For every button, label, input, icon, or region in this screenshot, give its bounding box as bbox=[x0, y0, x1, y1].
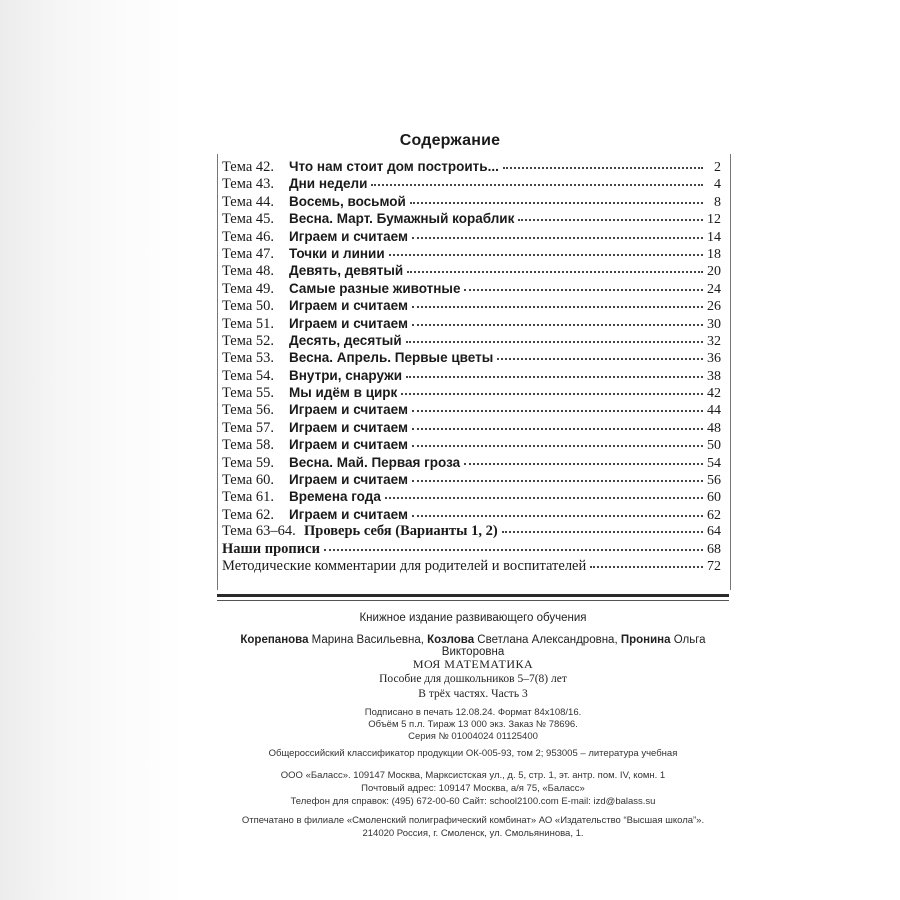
toc-entry bbox=[222, 245, 724, 262]
toc-entry-title: Времена года bbox=[289, 489, 381, 505]
toc-entry-title: Играем и считаем bbox=[289, 419, 408, 435]
toc-entry bbox=[222, 384, 724, 401]
print-volume-line: Объём 5 п.л. Тираж 13 000 экз. Заказ № 78696. bbox=[368, 719, 578, 730]
toc-leader-dots bbox=[502, 521, 703, 533]
author-surname: Козлова bbox=[427, 634, 475, 646]
toc-entry-number: Тема 53. bbox=[222, 350, 275, 367]
book-subtitle: Пособие для дошкольников 5–7(8) лет bbox=[379, 673, 567, 685]
toc-entry bbox=[222, 419, 724, 436]
author-surname: Пронина bbox=[620, 634, 671, 646]
toc-entry-number: Тема 62. bbox=[222, 506, 275, 523]
toc-entry-page: 2 bbox=[714, 160, 721, 175]
publisher-line: ООО «Баласс». 109147 Москва, Марксистская ул., д. 5, стр. 1, эт. антр. пом. IV, комн. 1 bbox=[280, 770, 666, 781]
toc-leader-dots bbox=[464, 279, 703, 291]
toc-leader-dots bbox=[410, 192, 703, 204]
toc-entry-title: Самые разные животные bbox=[289, 280, 461, 296]
toc-entry bbox=[222, 436, 724, 453]
toc-entry-number: Тема 61. bbox=[222, 489, 275, 506]
author-name: Марина Васильевна, bbox=[308, 634, 428, 646]
toc-entry-page: 54 bbox=[707, 455, 721, 471]
toc-entry bbox=[222, 262, 724, 279]
toc-leader-dots bbox=[497, 348, 703, 360]
toc-entry-page: 8 bbox=[714, 194, 721, 210]
toc-entry bbox=[222, 349, 724, 366]
toc-entry-title: Играем и считаем bbox=[289, 472, 408, 488]
toc-entry-number: Тема 49. bbox=[222, 280, 275, 297]
toc-entry-title: Мы идём в цирк bbox=[289, 385, 398, 401]
toc-entry-title: Играем и считаем bbox=[289, 506, 408, 522]
toc-leader-dots bbox=[464, 453, 703, 465]
toc-entry-number: Тема 47. bbox=[222, 245, 275, 262]
toc-entry-number: Тема 63–64. bbox=[222, 523, 296, 540]
toc-leader-dots bbox=[385, 487, 703, 499]
toc-entry-title: Играем и считаем bbox=[289, 315, 408, 331]
book-parts: В трёх частях. Часть 3 bbox=[418, 688, 528, 700]
toc-entry-page: 56 bbox=[707, 473, 721, 489]
toc-entry bbox=[222, 454, 724, 471]
toc-entry-title: Весна. Апрель. Первые цветы bbox=[289, 350, 494, 366]
toc-entry-title: Проверь себя (Варианты 1, 2) bbox=[304, 523, 498, 540]
book-title: МОЯ МАТЕМАТИКА bbox=[412, 657, 534, 671]
toc-entry-title: Внутри, снаружи bbox=[289, 367, 403, 383]
toc-entry-title: Восемь, восьмой bbox=[289, 193, 406, 209]
toc-entry-title: Что нам стоит дом построить... bbox=[289, 159, 499, 174]
series-line: Книжное издание развивающего обучения bbox=[359, 612, 587, 624]
toc-entry bbox=[222, 210, 724, 227]
contacts-line: Телефон для справок: (495) 672-00-60 Сайт: school2100.com E-mail: izd@balass.su bbox=[290, 796, 656, 807]
toc-entry-page: 50 bbox=[707, 438, 721, 454]
toc-entry-page: 12 bbox=[707, 212, 721, 228]
toc-entry-title: Наши прописи bbox=[222, 540, 320, 557]
toc-leader-dots bbox=[389, 244, 703, 256]
toc-entry-number: Тема 48. bbox=[222, 263, 275, 280]
toc-entry-number: Тема 59. bbox=[222, 454, 275, 471]
toc-leader-dots bbox=[412, 435, 703, 447]
toc-entry-number: Тема 43. bbox=[222, 176, 275, 193]
toc-entry-number: Тема 58. bbox=[222, 437, 275, 454]
toc-entry-page: 32 bbox=[707, 333, 721, 349]
toc-entry-number: Тема 60. bbox=[222, 472, 275, 489]
author-name: Светлана Александровна, bbox=[474, 634, 621, 646]
toc-entry bbox=[222, 401, 724, 418]
toc-entry-page: 60 bbox=[707, 490, 721, 506]
toc-entry-number: Тема 45. bbox=[222, 211, 275, 228]
toc-entry bbox=[222, 193, 724, 210]
toc-entry bbox=[222, 297, 724, 314]
toc-leader-dots bbox=[412, 296, 703, 308]
toc-entry bbox=[222, 175, 724, 192]
toc-heading: Содержание bbox=[399, 132, 501, 149]
toc-entry-title: Дни недели bbox=[289, 176, 368, 192]
toc-entry-title: Методические комментарии для родителей и воспитателей bbox=[222, 557, 587, 574]
toc-entry bbox=[222, 488, 724, 505]
toc-entry bbox=[222, 315, 724, 332]
toc-entry-page: 26 bbox=[707, 299, 721, 315]
toc-leader-dots bbox=[407, 261, 703, 273]
toc-entry-page: 14 bbox=[707, 229, 721, 245]
toc-extra-entry bbox=[222, 558, 724, 575]
toc-leader-dots bbox=[503, 157, 703, 169]
toc-entry-page: 42 bbox=[707, 386, 721, 402]
toc-leader-dots bbox=[324, 539, 703, 551]
toc-entry-number: Тема 50. bbox=[222, 298, 275, 315]
toc-entry-page: 72 bbox=[707, 558, 721, 574]
author-surname: Корепанова bbox=[240, 634, 309, 646]
authors-line bbox=[217, 634, 729, 658]
toc-entry-title: Играем и считаем bbox=[289, 298, 408, 314]
toc-leader-dots bbox=[406, 331, 703, 343]
toc-entry-page: 18 bbox=[707, 246, 721, 262]
toc-leader-dots bbox=[401, 383, 703, 395]
toc-entry-title: Весна. Март. Бумажный кораблик bbox=[289, 211, 515, 227]
divider-rule bbox=[217, 594, 729, 597]
toc-entry-page: 24 bbox=[707, 281, 721, 297]
toc-entry-number: Тема 54. bbox=[222, 367, 275, 384]
toc-entry-number: Тема 56. bbox=[222, 402, 275, 419]
toc-leader-dots bbox=[412, 470, 703, 482]
toc-entry bbox=[222, 471, 724, 488]
toc-entry-page: 30 bbox=[707, 316, 721, 332]
toc-leader-dots bbox=[406, 366, 703, 378]
toc-entry-title: Играем и считаем bbox=[289, 228, 408, 244]
toc-leader-dots bbox=[412, 400, 703, 412]
toc-entry-page: 38 bbox=[707, 368, 721, 384]
printer-line: Отпечатано в филиале «Смоленский полиграфический комбинат» АО «Издательство “Высшая школа”». bbox=[241, 815, 705, 826]
author-name: Ольга Викторовна bbox=[441, 634, 706, 658]
toc-entry-number: Тема 44. bbox=[222, 193, 275, 210]
toc-leader-dots bbox=[412, 314, 703, 326]
toc-entry bbox=[222, 280, 724, 297]
postal-address-line: Почтовый адрес: 109147 Москва, а/я 75, «Баласс» bbox=[361, 783, 585, 794]
toc-entry-title: Весна. Май. Первая гроза bbox=[289, 454, 461, 470]
toc-entry-page: 20 bbox=[707, 264, 721, 280]
toc-list bbox=[222, 158, 724, 575]
toc-entry bbox=[222, 228, 724, 245]
toc-entry-title: Девять, девятый bbox=[289, 263, 404, 279]
toc-entry-page: 44 bbox=[707, 403, 721, 419]
toc-entry bbox=[222, 332, 724, 349]
toc-entry-title: Играем и считаем bbox=[289, 402, 408, 418]
classifier-line: Общероссийский классификатор продукции ОК-005-93, том 2; 953005 – литература учебная bbox=[268, 748, 678, 759]
series-number-line: Серия № 01004024 01125400 bbox=[408, 731, 538, 742]
divider-rule-thin bbox=[217, 600, 729, 601]
toc-entry-number: Тема 51. bbox=[222, 315, 275, 332]
toc-entry-page: 64 bbox=[707, 524, 721, 540]
toc-entry-page: 68 bbox=[707, 541, 721, 557]
print-signed-line: Подписано в печать 12.08.24. Формат 84x108/16. bbox=[364, 707, 582, 718]
toc-entry-title: Точки и линии bbox=[289, 245, 385, 261]
toc-entry-number: Тема 52. bbox=[222, 332, 275, 349]
toc-entry-number: Тема 46. bbox=[222, 228, 275, 245]
toc-leader-dots bbox=[590, 556, 703, 568]
toc-entry-page: 4 bbox=[714, 177, 721, 193]
toc-entry-page: 48 bbox=[707, 420, 721, 436]
printer-address-line: 214020 Россия, г. Смоленск, ул. Смольянинова, 1. bbox=[362, 828, 584, 839]
toc-entry-title: Играем и считаем bbox=[289, 437, 408, 453]
toc-leader-dots bbox=[412, 505, 703, 517]
toc-leader-dots bbox=[518, 209, 703, 221]
toc-entry-number: Тема 55. bbox=[222, 385, 275, 402]
toc-leader-dots bbox=[371, 174, 703, 186]
toc-entry-title: Десять, десятый bbox=[289, 332, 402, 348]
toc-leader-dots bbox=[412, 227, 703, 239]
toc-entry bbox=[222, 367, 724, 384]
toc-entry-number: Тема 42. bbox=[222, 159, 275, 175]
toc-entry bbox=[222, 158, 724, 175]
toc-entry-number: Тема 57. bbox=[222, 419, 275, 436]
toc-entry-page: 62 bbox=[707, 507, 721, 523]
toc-leader-dots bbox=[412, 418, 703, 430]
toc-entry-page: 36 bbox=[707, 351, 721, 367]
